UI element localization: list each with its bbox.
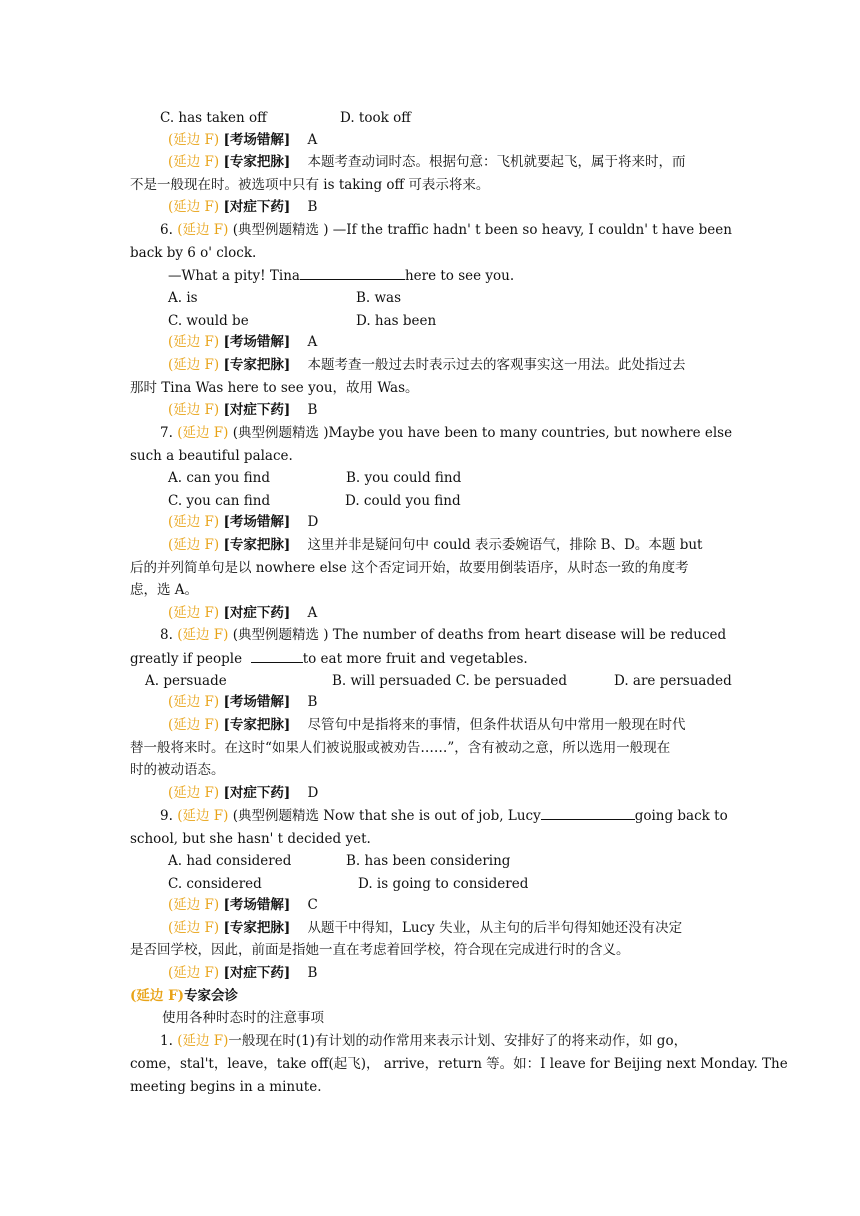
q8-line-2 (130, 649, 528, 669)
answer-blank (300, 266, 405, 280)
source-tag: (延边 F) (168, 694, 220, 710)
duizheng-answer: B (307, 199, 318, 215)
section-p1-line-1 (160, 1031, 687, 1051)
source-tag: (延边 F) (168, 199, 220, 215)
q6-line-3 (168, 266, 514, 286)
cuojie-label: [考场错解] (223, 334, 291, 350)
duizheng-answer: D (307, 785, 319, 801)
section-title: 专家会诊 (184, 988, 239, 1004)
q8-text-b: to eat more fruit and vegetables. (302, 651, 528, 667)
duizheng-label: [对症下药] (223, 965, 291, 981)
source-tag: (延边 F) (177, 627, 229, 643)
q5-cuojie-line (168, 130, 317, 150)
q7-line-2: such a beautiful palace. (130, 448, 293, 464)
q7-option-d: D. could you find (345, 493, 461, 509)
q9-option-b: B. has been considering (346, 853, 511, 869)
source-tag: (延边 F) (168, 605, 220, 621)
q6-bamai-line (168, 355, 685, 375)
cuojie-label: [考场错解] (223, 897, 291, 913)
q9-option-a: A. had considered (168, 853, 292, 869)
bamai-label: [专家把脉] (223, 357, 291, 373)
q9-head (160, 806, 728, 826)
bamai-text: 从题干中得知，Lucy 失业，从主句的后半句得知她还没有决定 (307, 920, 683, 936)
source-tag: (延边 F) (168, 897, 220, 913)
source-tag: (延边 F) (168, 785, 220, 801)
source-tag: (延边 F) (177, 425, 229, 441)
q8-option-a: A. persuade (145, 673, 227, 689)
paragraph-text: 一般现在时(1)有计划的动作常用来表示计划、安排好了的将来动作，如 go， (228, 1033, 688, 1049)
source-tag: (延边 F) (177, 808, 229, 824)
q6-duizheng-line (168, 400, 317, 420)
q6-option-a: A. is (168, 290, 198, 306)
source-tag: (延边 F) (168, 132, 220, 148)
q7-head (160, 423, 732, 443)
q8-bamai-text-3: 时的被动语态。 (130, 762, 225, 778)
q8-option-bc: B. will persuaded C. be persuaded (332, 673, 568, 689)
paragraph-number: 1. (160, 1033, 173, 1049)
question-number: 6. (160, 222, 173, 238)
bamai-text: 这里并非是疑问句中 could 表示委婉语气，排除 B、D。本题 but (307, 537, 703, 553)
question-text: (典型例题精选 )Maybe you have been to many countries, but nowhere else (232, 425, 733, 441)
q5-bamai-text-2: 不是一般现在时。被选项中只有 is taking off 可表示将来。 (130, 177, 490, 193)
q7-option-b: B. you could find (346, 470, 462, 486)
source-tag: (延边 F) (168, 402, 220, 418)
section-heading (130, 986, 238, 1006)
duizheng-label: [对症下药] (223, 605, 291, 621)
q6-cuojie-line (168, 332, 317, 352)
cuojie-answer: C (307, 897, 318, 913)
cuojie-answer: A (307, 334, 318, 350)
q6-option-b: B. was (356, 290, 402, 306)
q6-bamai-text-2: 那时 Tina Was here to see you，故用 Was。 (130, 380, 419, 396)
q8-text-a: greatly if people (130, 651, 243, 667)
cuojie-answer: D (307, 514, 319, 530)
section-p1-line-3: meeting begins in a minute. (130, 1079, 322, 1095)
bamai-label: [专家把脉] (223, 717, 291, 733)
cuojie-label: [考场错解] (223, 514, 291, 530)
source-tag: (延边 F) (168, 537, 220, 553)
source-tag: (延边 F) (168, 357, 220, 373)
duizheng-label: [对症下药] (223, 785, 291, 801)
cuojie-label: [考场错解] (223, 132, 291, 148)
q7-bamai-text-3: 虑，选 A。 (130, 582, 199, 598)
question-number: 7. (160, 425, 173, 441)
q8-cuojie-line (168, 692, 317, 712)
q9-bamai-line (168, 918, 682, 938)
q8-duizheng-line (168, 783, 318, 803)
q6-head (160, 220, 732, 240)
source-tag: (延边 F) (168, 717, 220, 733)
duizheng-answer: B (307, 402, 318, 418)
q6-option-c: C. would be (168, 313, 249, 329)
q9-option-c: C. considered (168, 876, 262, 892)
answer-blank (251, 649, 303, 663)
q6-option-d: D. has been (356, 313, 437, 329)
q7-duizheng-line (168, 603, 317, 623)
source-tag: (延边 F) (168, 920, 220, 936)
q6-text-a: —What a pity! Tina (168, 268, 300, 284)
question-text-b: going back to (634, 808, 728, 824)
q7-option-a: A. can you find (168, 470, 271, 486)
bamai-label: [专家把脉] (223, 920, 291, 936)
cuojie-label: [考场错解] (223, 694, 291, 710)
q5-option-c: C. has taken off (160, 110, 267, 126)
question-number: 9. (160, 808, 173, 824)
section-p1-line-2: come，stal't，leave，take off(起飞)， arrive，return 等。如：I leave for Beijing next Monday. The (130, 1056, 788, 1072)
bamai-text: 本题考查一般过去时表示过去的客观事实这一用法。此处指过去 (307, 357, 686, 373)
bamai-text: 本题考查动词时态。根据句意：飞机就要起飞，属于将来时，而 (307, 154, 686, 170)
q6-text-b: here to see you. (404, 268, 515, 284)
q7-option-c: C. you can find (168, 493, 271, 509)
q8-bamai-text-2: 替一般将来时。在这时“如果人们被说服或被劝告……”，含有被动之意，所以选用一般现在 (130, 740, 671, 756)
q9-bamai-text-2: 是否回学校，因此，前面是指她一直在考虑着回学校，符合现在完成进行时的含义。 (130, 942, 630, 958)
question-text: (典型例题精选 ) The number of deaths from heart disease will be reduced (232, 627, 727, 643)
bamai-text: 尽管句中是指将来的事情，但条件状语从句中常用一般现在时代 (307, 717, 686, 733)
q7-bamai-line (168, 535, 702, 555)
q6-line-2: back by 6 o' clock. (130, 245, 257, 261)
q5-duizheng-line (168, 197, 317, 217)
q9-cuojie-line (168, 895, 318, 915)
q9-option-d: D. is going to considered (358, 876, 529, 892)
source-tag: (延边 F) (177, 222, 229, 238)
q7-cuojie-line (168, 512, 318, 532)
q9-line-2: school, but she hasn' t decided yet. (130, 831, 371, 847)
duizheng-answer: A (307, 605, 318, 621)
section-subtitle: 使用各种时态时的注意事项 (162, 1010, 324, 1026)
q5-bamai-line (168, 152, 685, 172)
q7-bamai-text-2: 后的并列简单句是以 nowhere else 这个否定词开始，故要用倒装语序，从时态一致的角度考 (130, 560, 689, 576)
source-tag: (延边 F) (177, 1033, 229, 1049)
bamai-label: [专家把脉] (223, 537, 291, 553)
cuojie-answer: B (307, 694, 318, 710)
q8-head (160, 625, 726, 645)
q8-bamai-line (168, 715, 685, 735)
source-tag: (延边 F) (168, 965, 220, 981)
source-tag: (延边 F) (168, 154, 220, 170)
source-tag: (延边 F) (168, 514, 220, 530)
duizheng-answer: B (307, 965, 318, 981)
duizheng-label: [对症下药] (223, 199, 291, 215)
source-tag: (延边 F) (168, 334, 220, 350)
question-text: (典型例题精选 ) —If the traffic hadn' t been so heavy, I couldn' t have been (232, 222, 732, 238)
duizheng-label: [对症下药] (223, 402, 291, 418)
q8-option-d: D. are persuaded (614, 673, 732, 689)
question-number: 8. (160, 627, 173, 643)
answer-blank (541, 806, 635, 820)
question-text-a: (典型例题精选 Now that she is out of job, Lucy (232, 808, 541, 824)
q9-duizheng-line (168, 963, 317, 983)
cuojie-answer: A (307, 132, 318, 148)
q5-option-d: D. took off (340, 110, 411, 126)
bamai-label: [专家把脉] (223, 154, 291, 170)
source-tag: (延边 F) (130, 988, 185, 1004)
